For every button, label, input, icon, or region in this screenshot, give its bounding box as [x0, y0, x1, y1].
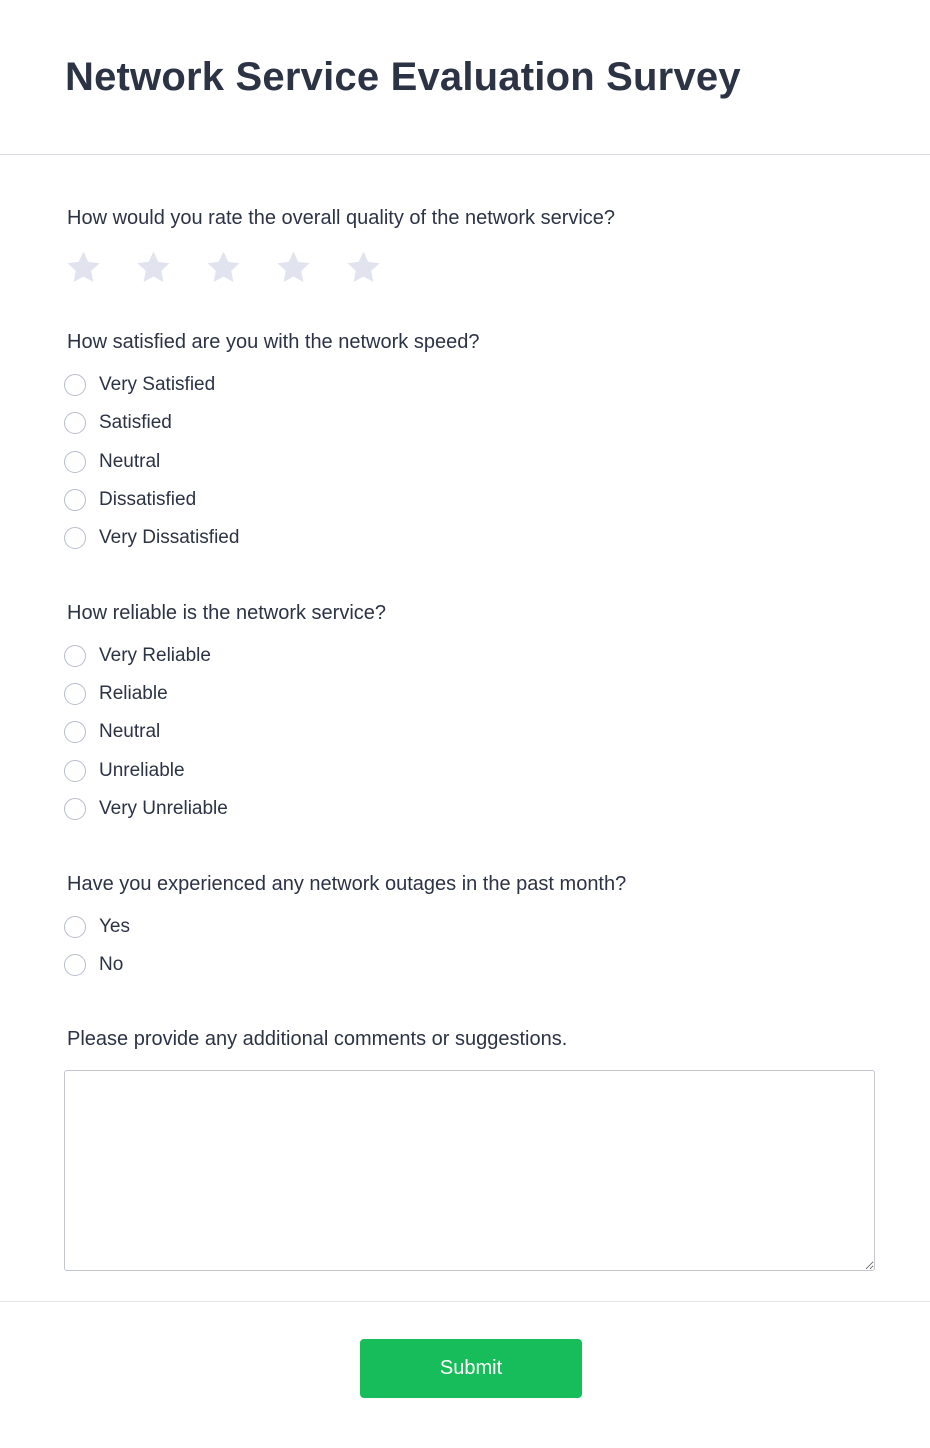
radio-option[interactable]: [64, 410, 172, 436]
radio-option[interactable]: [64, 372, 215, 398]
radio-label: Neutral: [99, 451, 161, 472]
radio-button[interactable]: [64, 683, 86, 705]
radio-option[interactable]: [64, 643, 211, 669]
radio-button[interactable]: [64, 527, 86, 549]
question-network-speed: How satisfied are you with the network speed?: [67, 331, 480, 353]
radio-label: Reliable: [99, 683, 168, 704]
footer-divider: [0, 1301, 930, 1302]
radio-label: Dissatisfied: [99, 489, 197, 510]
radio-button[interactable]: [64, 954, 86, 976]
radio-button[interactable]: [64, 451, 86, 473]
radio-option[interactable]: [64, 796, 228, 822]
radio-label: Yes: [99, 916, 130, 937]
comments-textarea[interactable]: [64, 1070, 875, 1271]
radio-button[interactable]: [64, 412, 86, 434]
submit-button[interactable]: Submit: [360, 1339, 582, 1398]
question-comments: Please provide any additional comments or suggestions.: [67, 1028, 568, 1050]
comments-wrapper: [64, 1070, 875, 1271]
radio-label: Very Satisfied: [99, 374, 216, 395]
radio-label: Very Dissatisfied: [99, 527, 240, 548]
radio-button[interactable]: [64, 489, 86, 511]
radio-option[interactable]: [64, 914, 130, 940]
radio-label: Neutral: [99, 721, 161, 742]
radio-option[interactable]: [64, 449, 160, 475]
radio-option[interactable]: [64, 952, 123, 978]
radio-button[interactable]: [64, 645, 86, 667]
radio-label: Satisfied: [99, 412, 172, 433]
star-icon[interactable]: [344, 248, 383, 287]
radio-option[interactable]: [64, 525, 239, 551]
question-reliability: How reliable is the network service?: [67, 602, 387, 624]
star-icon[interactable]: [134, 248, 173, 287]
survey-header: [0, 0, 930, 155]
radio-button[interactable]: [64, 721, 86, 743]
star-icon[interactable]: [204, 248, 243, 287]
question-outages: Have you experienced any network outages in the past month?: [67, 873, 627, 895]
star-rating: [64, 248, 383, 287]
radio-label: Very Reliable: [99, 645, 211, 666]
radio-label: No: [99, 954, 124, 975]
radio-option[interactable]: [64, 719, 160, 745]
star-icon[interactable]: [274, 248, 313, 287]
radio-button[interactable]: [64, 374, 86, 396]
radio-label: Very Unreliable: [99, 798, 228, 819]
page-title: Network Service Evaluation Survey: [65, 55, 741, 99]
radio-label: Unreliable: [99, 760, 185, 781]
radio-button[interactable]: [64, 760, 86, 782]
radio-button[interactable]: [64, 798, 86, 820]
radio-option[interactable]: [64, 681, 168, 707]
radio-option[interactable]: [64, 487, 196, 513]
radio-option[interactable]: [64, 758, 185, 784]
question-overall-quality: How would you rate the overall quality of the network service?: [67, 207, 616, 229]
radio-button[interactable]: [64, 916, 86, 938]
star-icon[interactable]: [64, 248, 103, 287]
